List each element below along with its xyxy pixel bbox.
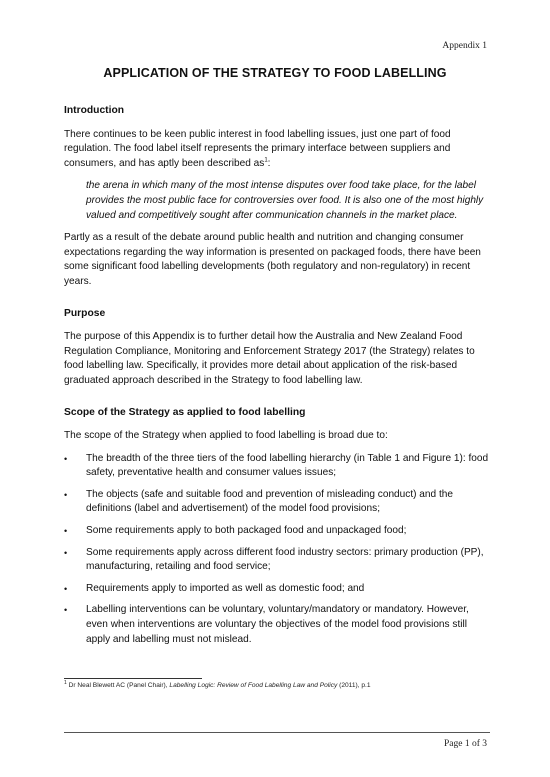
introduction-quote: the arena in which many of the most intense disputes over food take place, for the label provides the most public face for controversies over food. It is also one of the most highly valued and competitively sought after communication channels in the market place. xyxy=(86,180,484,221)
list-item xyxy=(64,603,490,647)
footnote xyxy=(64,679,494,689)
scope-heading: Scope of the Strategy as applied to food labelling xyxy=(64,406,306,418)
list-item xyxy=(64,452,490,481)
introduction-paragraph-1-text: There continues to be keen public interest in food labelling issues, just one part of food regulation. The food label itself represents the primary interface between suppliers and consumers, and has aptly been described as xyxy=(64,128,451,169)
list-item-text: The breadth of the three tiers of the food labelling hierarchy (in Table 1 and Figure 1): food safety, preventative health and consumer values issues; xyxy=(86,452,489,479)
bullet-icon: • xyxy=(64,489,68,500)
appendix-label: Appendix 1 xyxy=(442,41,487,51)
scope-section xyxy=(64,406,490,648)
scope-intro: The scope of the Strategy when applied to food labelling is broad due to: xyxy=(64,430,388,442)
purpose-paragraph: The purpose of this Appendix is to further detail how the Australia and New Zealand Food Regulation Compliance, Monitoring and Enforcement Strategy 2017 (the Strategy) relates to food labelling law. Specifically, it provides more detail about application of the risk-based graduated approach described in the Strategy to food labelling law. xyxy=(64,331,475,386)
footnote-number: 1 xyxy=(64,679,67,686)
footnote-divider xyxy=(64,678,202,679)
document-title: APPLICATION OF THE STRATEGY TO FOOD LABELLING xyxy=(103,66,447,80)
bullet-icon: • xyxy=(64,605,68,616)
list-item-text: Requirements apply to imported as well as domestic food; and xyxy=(86,582,365,594)
page-number: Page 1 of 3 xyxy=(443,739,487,749)
bullet-icon: • xyxy=(64,583,68,594)
introduction-paragraph-1 xyxy=(64,128,490,172)
footnote-citation: (2011), p.1 xyxy=(339,682,371,689)
list-item-text: Labelling interventions can be voluntary, voluntary/mandatory or mandatory. However, even when interventions are voluntary the objectives of the model food provisions still apply and labelling must not mislead. xyxy=(86,604,469,645)
bullet-icon: • xyxy=(64,547,68,558)
list-item-text: The objects (safe and suitable food and prevention of misleading conduct) and the definitions (label and advertisement) of the model food provisions; xyxy=(86,488,453,515)
list-item xyxy=(64,546,490,575)
footnote-work-title: Labelling Logic: Review of Food Labelling Law and Policy xyxy=(169,682,338,689)
footnote-author: Dr Neal Blewett AC (Panel Chair), xyxy=(68,682,168,689)
list-item-text: Some requirements apply across different food industry sectors: primary production (PP), manufacturing, retailing and food service; xyxy=(86,546,484,573)
bullet-icon: • xyxy=(64,526,68,537)
document-body xyxy=(64,104,490,654)
introduction-paragraph-2: Partly as a result of the debate around public health and nutrition and changing consumer expectations regarding the way information is presented on packaged foods, there have been some significant food labelling developments (both regulatory and non-regulatory) in recent years. xyxy=(64,232,481,287)
introduction-paragraph-1-colon: : xyxy=(267,157,271,169)
purpose-heading: Purpose xyxy=(64,307,106,319)
bullet-icon: • xyxy=(64,453,68,464)
introduction-section xyxy=(64,104,490,290)
footer-divider xyxy=(64,732,490,733)
introduction-heading: Introduction xyxy=(64,105,125,116)
scope-bullet-list xyxy=(64,452,490,648)
purpose-section xyxy=(64,307,490,389)
list-item xyxy=(64,488,490,517)
list-item-text: Some requirements apply to both packaged food and unpackaged food; xyxy=(86,525,407,537)
list-item xyxy=(64,524,490,539)
list-item xyxy=(64,582,490,597)
footnote-reference: 1 xyxy=(264,157,268,164)
